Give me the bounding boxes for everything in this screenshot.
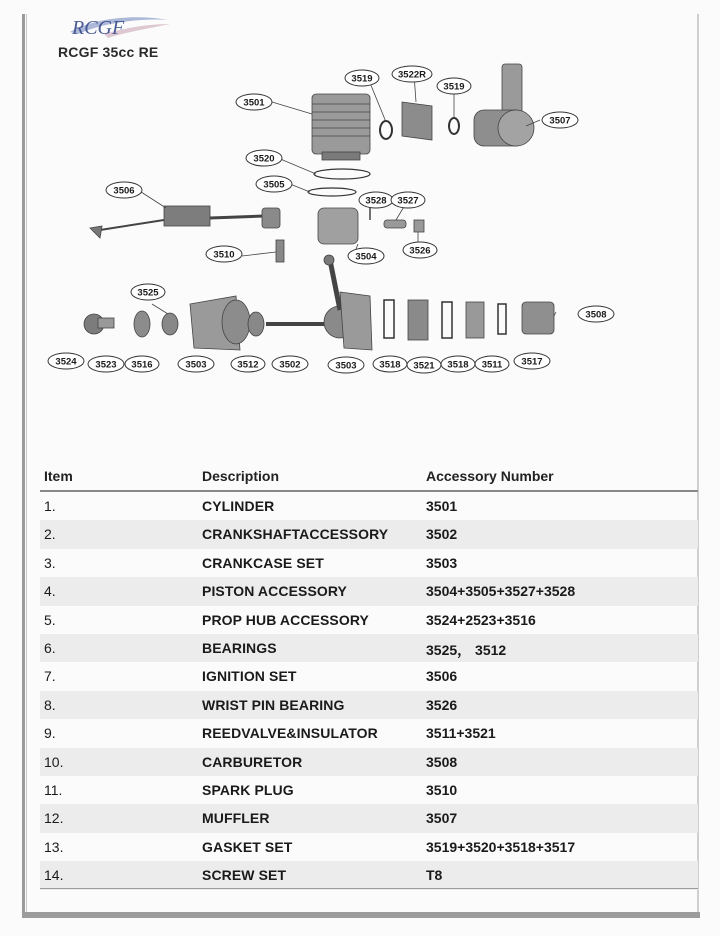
table-row: 2. CRANKSHAFTACCESSORY 3502 (40, 520, 698, 548)
callout-3526 (403, 242, 437, 258)
callout-3508 (578, 306, 614, 322)
callout-3512 (231, 356, 265, 372)
svg-text:3503: 3503 (335, 360, 357, 372)
table-row: 13. GASKET SET 3519+3520+3518+3517 (44, 838, 576, 855)
callout-3503-b (328, 357, 364, 373)
callout-3517 (514, 353, 550, 369)
header-description: Description (202, 468, 280, 484)
header-accessory-number: Accessory Number (426, 468, 554, 484)
callout-3501 (236, 94, 272, 110)
svg-text:3512: 3512 (237, 359, 259, 371)
svg-text:3521: 3521 (413, 360, 435, 372)
table-bottom-rule (40, 888, 698, 889)
table-row: 4. PISTON ACCESSORY 3504+3505+3527+3528 (40, 577, 698, 605)
callout-3520 (246, 150, 282, 166)
table-row: 6. BEARINGS 3525， 3512 (40, 634, 698, 662)
svg-text:3519: 3519 (443, 81, 465, 93)
table-row: 10. CARBURETOR 3508 (40, 748, 698, 776)
bottom-border (22, 912, 700, 918)
table-row: 12. MUFFLER 3507 (40, 804, 698, 832)
svg-text:3508: 3508 (585, 309, 607, 321)
callout-3504 (348, 248, 384, 264)
svg-text:3522R: 3522R (398, 69, 426, 81)
svg-text:3525: 3525 (137, 287, 159, 299)
table-row: 8. WRIST PIN BEARING 3526 (40, 691, 698, 719)
callout-3521 (407, 357, 441, 373)
callout-3519-b (437, 78, 471, 94)
callout-3516 (125, 356, 159, 372)
svg-text:3507: 3507 (549, 115, 571, 127)
callout-3525 (131, 284, 165, 300)
callout-3518 (373, 356, 407, 372)
table-row: 3. CRANKCASE SET 3503 (44, 554, 458, 571)
cylinder-part (312, 94, 370, 160)
callout-3506 (106, 182, 142, 198)
svg-text:3518: 3518 (447, 359, 469, 371)
callout-3523 (88, 356, 124, 372)
svg-text:3510: 3510 (213, 249, 235, 261)
svg-text:3527: 3527 (397, 195, 419, 207)
callout-3502 (272, 356, 308, 372)
callout-3507 (542, 112, 578, 128)
callout-3503 (178, 356, 214, 372)
svg-text:3523: 3523 (95, 359, 117, 371)
svg-text:3506: 3506 (113, 185, 135, 197)
callout-3511 (475, 356, 509, 372)
table-header (40, 462, 698, 492)
table-row: 5. PROP HUB ACCESSORY 3524+2523+3516 (44, 611, 536, 628)
model-title: RCGF 35cc RE (58, 44, 159, 60)
svg-text:3526: 3526 (409, 245, 431, 257)
callout-3518-b (441, 356, 475, 372)
svg-text:3528: 3528 (365, 195, 387, 207)
table-row: 9. REEDVALVE&INSULATOR 3511+3521 (44, 725, 496, 742)
svg-text:3516: 3516 (131, 359, 153, 371)
header-item: Item (44, 468, 73, 484)
left-border-inner (26, 14, 27, 918)
svg-text:3501: 3501 (243, 97, 265, 109)
rcgf-logo (64, 12, 174, 42)
callout-3524 (48, 353, 84, 369)
callout-3528 (359, 192, 393, 208)
svg-text:3517: 3517 (521, 356, 543, 368)
left-border (22, 14, 25, 918)
callout-3510 (206, 246, 242, 262)
svg-text:3519: 3519 (351, 73, 373, 85)
svg-text:3520: 3520 (253, 153, 275, 165)
table-row: 1. CYLINDER 3501 (44, 498, 458, 514)
svg-text:3503: 3503 (185, 359, 207, 371)
callout-3522r (392, 66, 432, 82)
callout-3519 (345, 70, 379, 86)
svg-text:3511: 3511 (481, 359, 503, 371)
callout-3527 (391, 192, 425, 208)
svg-text:3518: 3518 (379, 359, 401, 371)
svg-text:RCGF: RCGF (72, 17, 125, 39)
table-row: 11. SPARK PLUG 3510 (44, 782, 458, 798)
table-row: 14. SCREW SET T8 (40, 861, 698, 889)
svg-text:3502: 3502 (279, 359, 301, 371)
table-row: 7. IGNITION SET 3506 (44, 668, 458, 685)
svg-text:3505: 3505 (263, 179, 285, 191)
callout-3505 (256, 176, 292, 192)
exploded-diagram (40, 60, 680, 390)
svg-text:3524: 3524 (55, 356, 77, 368)
svg-text:3504: 3504 (355, 251, 377, 263)
